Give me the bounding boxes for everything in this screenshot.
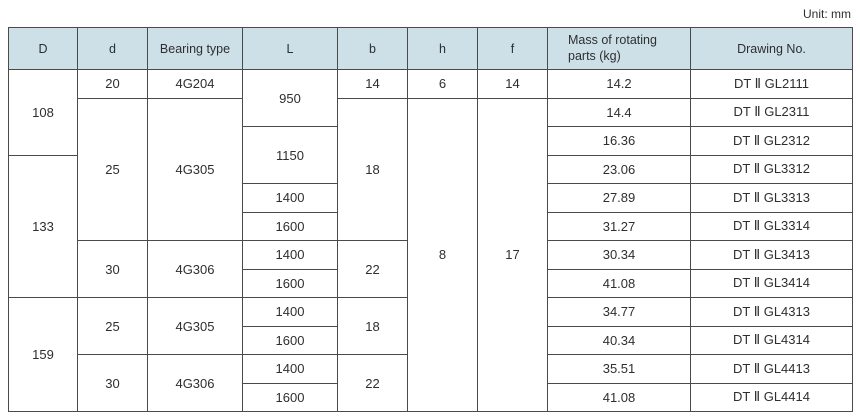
cell-drawing-no: DT Ⅱ GL3313 <box>691 184 853 213</box>
cell-drawing-no: DT Ⅱ GL2111 <box>691 70 853 99</box>
cell-f: 14 <box>478 70 548 99</box>
cell-h: 8 <box>408 98 478 412</box>
cell-d-inner: 30 <box>78 355 148 412</box>
table-row <box>9 98 853 127</box>
cell-mass: 16.36 <box>548 127 691 156</box>
header-row <box>9 28 853 70</box>
cell-drawing-no: DT Ⅱ GL4414 <box>691 383 853 412</box>
cell-length-l: 1400 <box>243 298 338 327</box>
cell-bearing-type: 4G204 <box>148 70 243 99</box>
cell-b: 14 <box>338 70 408 99</box>
cell-length-l: 1600 <box>243 212 338 241</box>
cell-drawing-no: DT Ⅱ GL4413 <box>691 355 853 384</box>
cell-bearing-type: 4G306 <box>148 355 243 412</box>
cell-mass: 31.27 <box>548 212 691 241</box>
cell-mass: 30.34 <box>548 241 691 270</box>
cell-drawing-no: DT Ⅱ GL3413 <box>691 241 853 270</box>
cell-mass: 41.08 <box>548 269 691 298</box>
cell-d-inner: 25 <box>78 298 148 355</box>
mass-header-text: Mass of rotating parts (kg) <box>568 32 657 63</box>
cell-length-l: 950 <box>243 70 338 127</box>
cell-b: 22 <box>338 355 408 412</box>
unit-label: Unit: mm <box>803 7 851 21</box>
table-row <box>9 70 853 99</box>
col-header-d-inner: d <box>78 28 148 70</box>
cell-drawing-no: DT Ⅱ GL4313 <box>691 298 853 327</box>
bearing-spec-table <box>8 27 853 412</box>
cell-mass: 27.89 <box>548 184 691 213</box>
cell-length-l: 1600 <box>243 269 338 298</box>
cell-length-l: 1600 <box>243 383 338 412</box>
cell-b: 18 <box>338 298 408 355</box>
cell-mass: 34.77 <box>548 298 691 327</box>
cell-bearing-type: 4G306 <box>148 241 243 298</box>
cell-length-l: 1400 <box>243 184 338 213</box>
cell-bearing-type: 4G305 <box>148 98 243 241</box>
col-header-b: b <box>338 28 408 70</box>
cell-drawing-no: DT Ⅱ GL4314 <box>691 326 853 355</box>
col-header-d-outer: D <box>9 28 78 70</box>
cell-drawing-no: DT Ⅱ GL3414 <box>691 269 853 298</box>
cell-length-l: 1400 <box>243 241 338 270</box>
cell-mass: 35.51 <box>548 355 691 384</box>
cell-length-l: 1150 <box>243 127 338 184</box>
cell-mass: 40.34 <box>548 326 691 355</box>
col-header-f: f <box>478 28 548 70</box>
cell-bearing-type: 4G305 <box>148 298 243 355</box>
cell-mass: 14.4 <box>548 98 691 127</box>
cell-drawing-no: DT Ⅱ GL2312 <box>691 127 853 156</box>
col-header-length-l: L <box>243 28 338 70</box>
cell-d-inner: 20 <box>78 70 148 99</box>
cell-d-inner: 25 <box>78 98 148 241</box>
cell-length-l: 1600 <box>243 326 338 355</box>
cell-drawing-no: DT Ⅱ GL3312 <box>691 155 853 184</box>
cell-f: 17 <box>478 98 548 412</box>
cell-mass: 14.2 <box>548 70 691 99</box>
cell-b: 18 <box>338 98 408 241</box>
cell-mass: 23.06 <box>548 155 691 184</box>
cell-d-outer: 133 <box>9 155 78 298</box>
cell-h: 6 <box>408 70 478 99</box>
cell-d-inner: 30 <box>78 241 148 298</box>
cell-mass: 41.08 <box>548 383 691 412</box>
col-header-mass <box>548 28 691 70</box>
cell-drawing-no: DT Ⅱ GL2311 <box>691 98 853 127</box>
col-header-h: h <box>408 28 478 70</box>
cell-drawing-no: DT Ⅱ GL3314 <box>691 212 853 241</box>
cell-d-outer: 108 <box>9 70 78 156</box>
col-header-bearing-type: Bearing type <box>148 28 243 70</box>
cell-length-l: 1400 <box>243 355 338 384</box>
col-header-drawing-no: Drawing No. <box>691 28 853 70</box>
cell-b: 22 <box>338 241 408 298</box>
cell-d-outer: 159 <box>9 298 78 412</box>
